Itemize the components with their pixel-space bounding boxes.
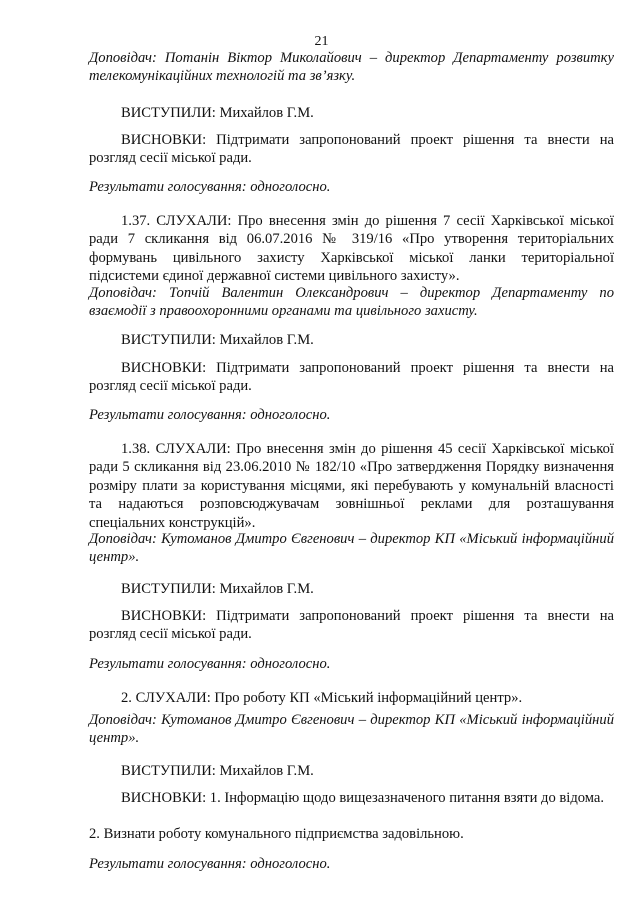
heard-item-2: 2. СЛУХАЛИ: Про роботу КП «Міський інформаційний центр». (121, 690, 523, 706)
reporter-line (89, 530, 614, 567)
page-number: 21 (314, 34, 329, 49)
heard-item-1-37: 1.37. СЛУХАЛИ: Про внесення змін до рішення 7 сесії Харківської міської ради 7 скликання від 06.07.2016 № 319/16 «Про утворення територіальних формувань цивільного захисту Харківської міської ланки територіальної підсистеми єдиної державної системи цивільного захисту». (89, 213, 614, 285)
conclusion-paragraph: ВИСНОВКИ: Підтримати запропонований проект рішення та внести на розгляд сесії міської ради. (89, 360, 614, 395)
reporter-line (89, 49, 614, 86)
reporter-line (89, 711, 614, 748)
vote-result: Результати голосування: одноголосно. (89, 856, 331, 872)
reporter-label: Доповідач: (89, 50, 157, 66)
reporter-label: Доповідач: (89, 285, 157, 301)
conclusion-point-2: 2. Визнати роботу комунального підприємства задовільною. (89, 826, 464, 842)
vote-result: Результати голосування: одноголосно. (89, 179, 331, 195)
reporter-name: Топчій Валентин Олександрович – директор Департаменту по взаємодії з правоохоронними органами та цивільного захисту. (89, 285, 614, 320)
conclusion-paragraph: ВИСНОВКИ: 1. Інформацію щодо вищезазначеного питання взяти до відома. (121, 790, 605, 806)
speakers-line: ВИСТУПИЛИ: Михайлов Г.М. (121, 105, 314, 121)
reporter-line (89, 284, 614, 321)
reporter-label: Доповідач: (89, 531, 157, 547)
conclusion-paragraph: ВИСНОВКИ: Підтримати запропонований проект рішення та внести на розгляд сесії міської ради. (89, 132, 614, 167)
vote-result: Результати голосування: одноголосно. (89, 407, 331, 423)
vote-result: Результати голосування: одноголосно. (89, 656, 331, 672)
heard-item-1-38: 1.38. СЛУХАЛИ: Про внесення змін до рішення 45 сесії Харківської міської ради 5 скликання від 23.06.2010 № 182/10 «Про затвердження Порядку визначення розміру плати за користування місцями, які перебувають у комунальній власності та надаються розповсюджувачам зовнішньої реклами для розташування спеціальних конструкцій». (89, 441, 614, 531)
reporter-name: Кутоманов Дмитро Євгенович – директор КП «Міський інформаційний центр». (89, 531, 614, 566)
speakers-line: ВИСТУПИЛИ: Михайлов Г.М. (121, 332, 314, 348)
reporter-name: Кутоманов Дмитро Євгенович – директор КП «Міський інформаційний центр». (89, 712, 614, 747)
speakers-line: ВИСТУПИЛИ: Михайлов Г.М. (121, 581, 314, 597)
conclusion-paragraph: ВИСНОВКИ: Підтримати запропонований проект рішення та внести на розгляд сесії міської ради. (89, 608, 614, 643)
reporter-label: Доповідач: (89, 712, 157, 728)
speakers-line: ВИСТУПИЛИ: Михайлов Г.М. (121, 763, 314, 779)
reporter-name: Потанін Віктор Миколайович – директор Департаменту розвитку телекомунікаційних технологій та зв’язку. (89, 50, 614, 85)
